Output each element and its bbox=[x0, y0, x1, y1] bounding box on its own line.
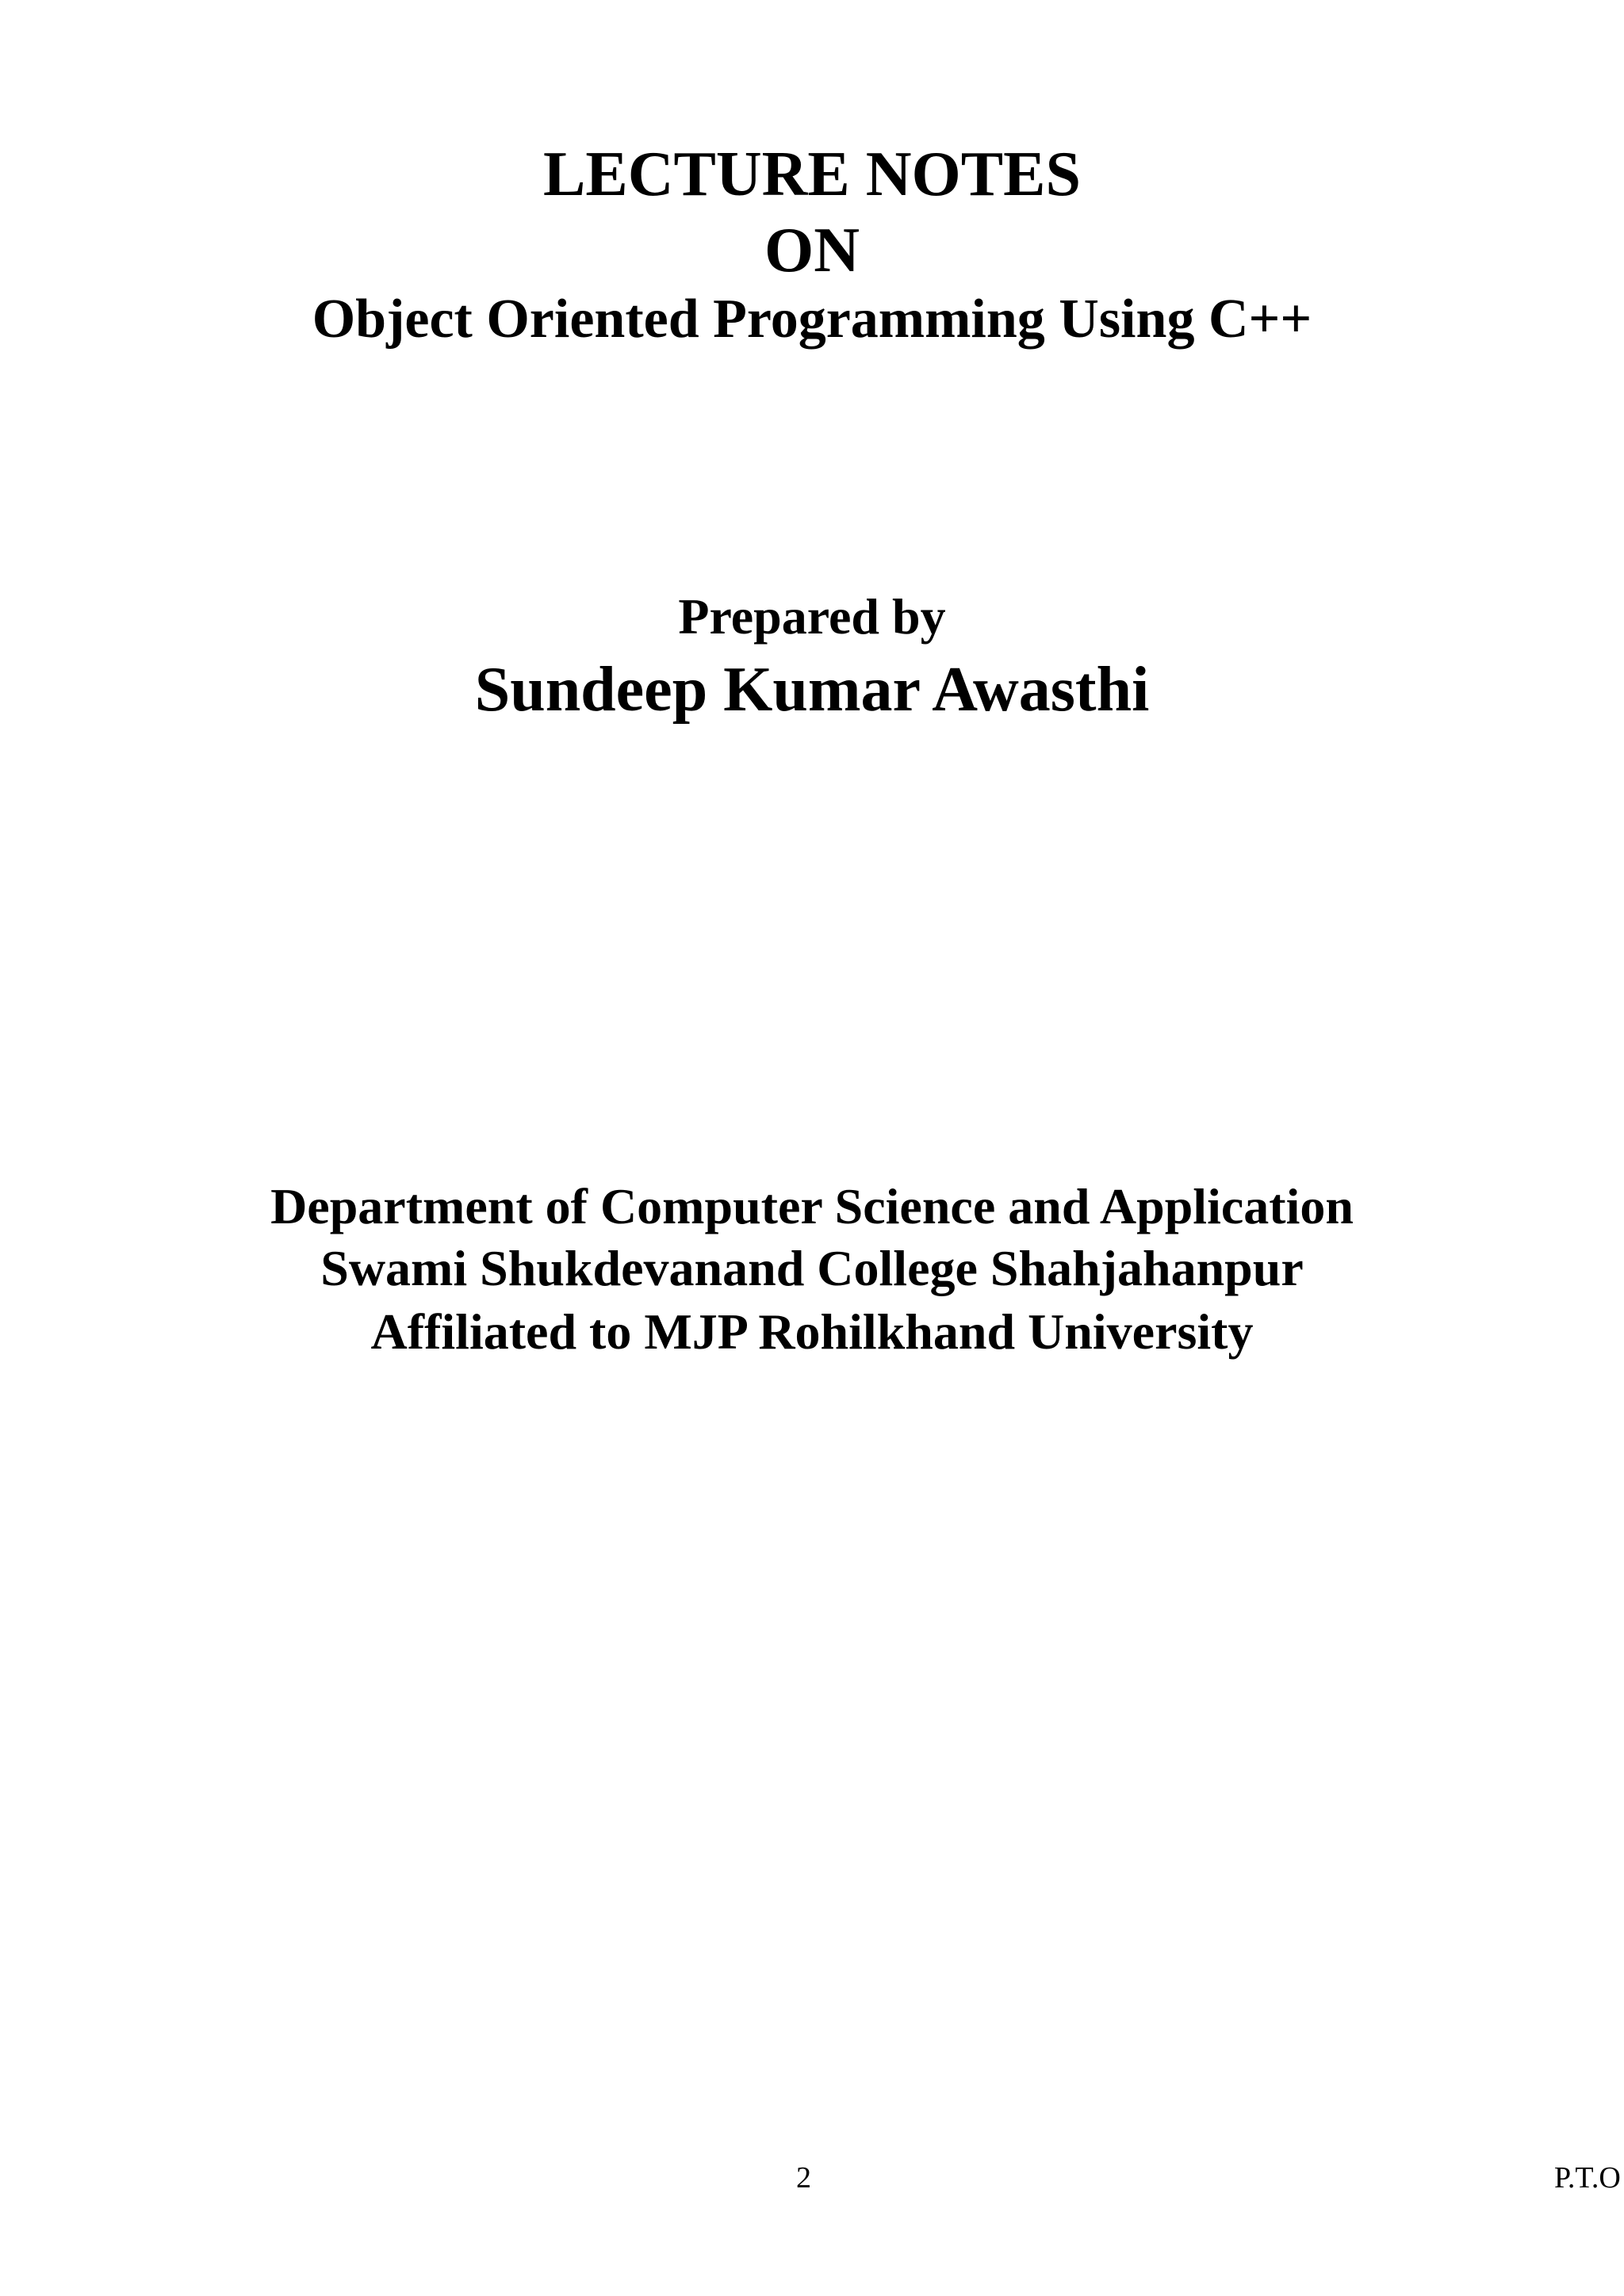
department-name: Department of Computer Science and Application bbox=[270, 1178, 1354, 1234]
college-name: Swami Shukdevanand College Shahjahanpur bbox=[320, 1240, 1304, 1296]
document-title-line-1: LECTURE NOTES bbox=[543, 140, 1081, 209]
page-number: 2 bbox=[796, 2161, 811, 2195]
prepared-by-label: Prepared by bbox=[678, 588, 946, 645]
please-turn-over-note: P.T.O bbox=[1554, 2161, 1621, 2195]
document-subject-title: Object Oriented Programming Using C++ bbox=[312, 289, 1312, 350]
university-affiliation: Affiliated to MJP Rohilkhand University bbox=[370, 1303, 1254, 1360]
document-title-line-2: ON bbox=[764, 216, 860, 285]
author-name: Sundeep Kumar Awasthi bbox=[474, 655, 1150, 725]
